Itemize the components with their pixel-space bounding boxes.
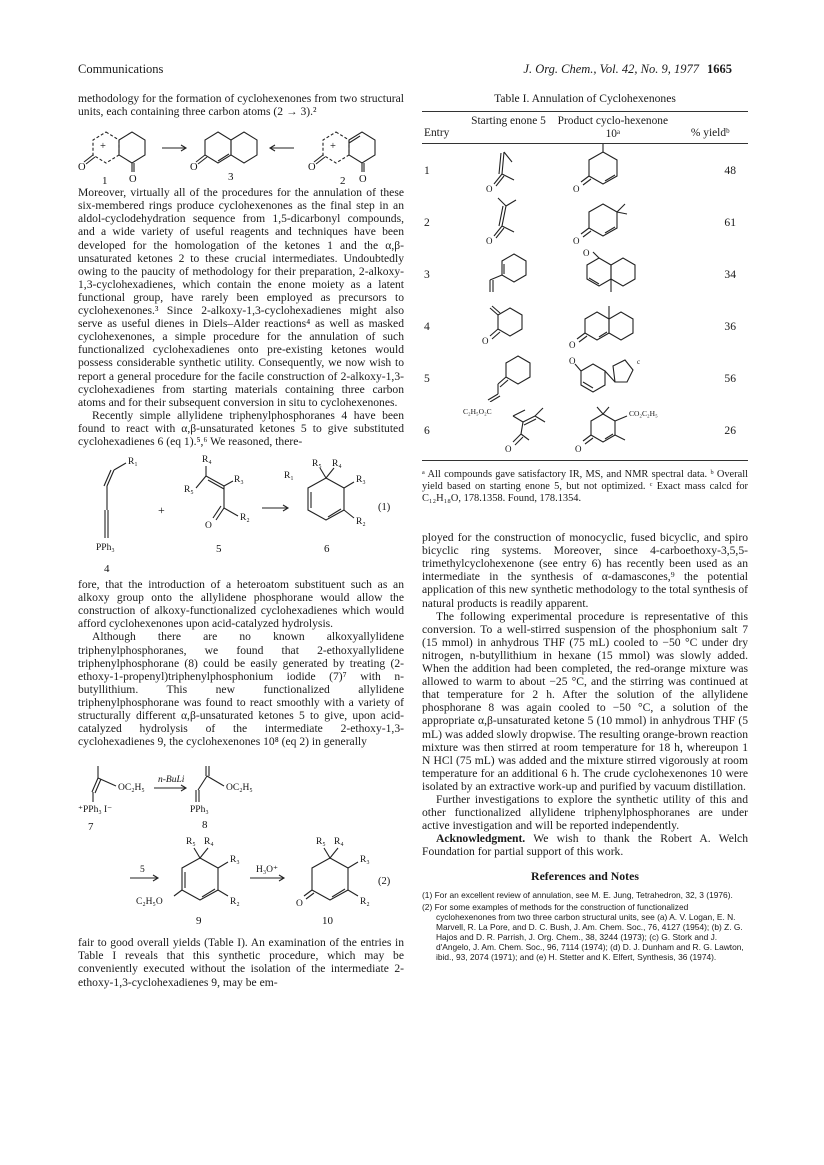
entry-number: 2 (424, 215, 430, 229)
r5-label: R₅ (312, 459, 322, 470)
r4-label: R₄ (332, 459, 342, 470)
paragraph: Moreover, virtually all of the procedures for the annulation of these six-membered rings produce cyclohexenones as the final step in an aldol-cyclodehydration sequence from 1,5-dicarbonyl compounds, and a wide variety of useful reagents and techniques have been developed for the homologation of the ketones 1 and the α,β-unsaturated ketones 2 to these crucial intermediates. Undoubtedly owing to the paucity of methodology for their preparation, 2-alkoxy-1,3-cyclohexadienes, which contain the enone moiety as a latent functional group, have rarely been employed as precursors to cyclohexenones.³ Since 2-alkoxy-1,3-cyclohexadienes might also serve as useful dienes in Diels–Alder reactions⁴ as well as masked cyclohexenones, a simple procedure for the annulation of such functionalized cyclohexadienes onto pre-existing ketones would possess considerable synthetic utility. Consequently, we now wish to report a general procedure for the facile construction of 2-alkoxy-1,3-cyclohexadienes from starting materials containing three carbon atoms and for their subsequent conversion in situ to cyclohexenones. (78, 186, 404, 409)
paragraph: fore, that the introduction of a heteroatom substituent such as an alkoxy group onto the allylidene phosphorane would allow the construction of alkoxy-functionalized cyclohexadienes which would afford cyclohexenones upon acid-catalyzed hydrolysis. (78, 578, 404, 631)
table-row (422, 352, 748, 404)
equation-1 (78, 448, 404, 578)
table-footnote: ᵃ All compounds gave satisfactory IR, MS, and NMR spectral data. ᵇ Overall yield based on starting enone 5, but not optimized. ᶜ Exact mass calcd for C₁₂H₁₈O, 178.1358. Found, 178.1354. (422, 460, 748, 505)
compound-number: 7 (88, 821, 94, 834)
reference-item: (1) For an excellent review of annulation, see M. E. Jung, Tetrahedron, 32, 3 (1976). (422, 889, 733, 900)
compound-number: 1 (102, 175, 108, 187)
cyclohexenone-structure (553, 144, 663, 194)
equation-2-scheme (78, 766, 404, 936)
running-head: Communications (78, 62, 164, 76)
oxygen-label: O (575, 443, 582, 454)
oxygen-label: O (485, 183, 493, 194)
oxygen-label: O (569, 339, 576, 350)
cyclohexenone-structure (553, 248, 663, 298)
compound-number: 9 (196, 915, 202, 928)
yield-value: 48 (724, 163, 736, 177)
compound-number: 3 (228, 171, 234, 184)
pph3-label: PPh₃ (190, 805, 209, 816)
r1-label: R₁ (128, 457, 138, 468)
r2-label: R₂ (240, 513, 250, 524)
footnote-marker: c (637, 357, 641, 366)
paragraph: The following experimental procedure is representative of this conversion. To a well-stirred suspension of the phosphonium salt 7 (15 mmol) in anhydrous THF (75 mL) cooled to −50 °C under dry nitrogen, n-butyllithium in hexane (15 mmol) was slowly added. When the addition had been completed, the red-orange mixture was allowed to warm to about −25 °C, and the stirring was continued at that temperature for 2 h. After the solution of the allylidene phosphorane 8 was again cooled to −50 °C, a solution of the appropriate α,β-unsaturated ketone 5 (10 mmol) in anhydrous THF (5 mL) was added slowly dropwise. The resulting orange-brown reaction mixture was then stirred at room temperature for 18 h, whereupon 1 N HCl (75 mL) was added and the mixture stirred vigorously at room temperature for an additional 6 h. The crude cyclohexenones 10 were isolated by an extractive work-up and purified by vacuum distillation. (422, 609, 748, 793)
column-header: Product cyclo-hexenone 10ᵃ (557, 115, 669, 140)
oxygen-label: O (573, 235, 580, 246)
compound-number: 8 (202, 819, 208, 832)
r4-label: R₄ (202, 455, 212, 466)
reference-item: (2) For some examples of methods for the construction of functionalized cyclohexenones from two three carbon structural units, see (a) A. V. Logan, E. N. Marvell, R. La Pore, and D. C. Bush, J. Am. Chem. Soc., 76, 4127 (1954); (b) Z. G. Hajos and D. R. Parrish, J. Org. Chem., 38, 3244 (1973); (c) G. Stork and J. d'Angelo, J. Am. Chem. Soc., 96, 7114 (1974); (d) D. J. Dunham and R. G. Lawton, ibid., 93, 2074 (1971); and (e) H. Stetter and K. Elfert, Synthesis, 36 (1974). (422, 901, 744, 962)
oxygen-label: O (78, 162, 86, 174)
compound-number: 4 (104, 563, 110, 576)
acknowledgment (422, 832, 748, 858)
enone-structure (464, 300, 544, 350)
reagent-label: H₃O⁺ (256, 865, 279, 876)
oxygen-label: O (359, 174, 367, 186)
pph3-label: PPh₃ (96, 543, 115, 554)
acknowledgment-heading: Acknowledgment. (436, 832, 526, 846)
oxygen-label: O (583, 247, 590, 258)
journal-citation (523, 62, 732, 77)
ethoxy-label: OC₂H₅ (118, 783, 145, 794)
oxygen-label: O (569, 355, 576, 366)
r5-label: R₅ (184, 485, 194, 496)
oxygen-label: O (505, 443, 512, 454)
r3-label: R₃ (360, 855, 370, 866)
r2-label: R₂ (360, 897, 370, 908)
yield-value: 61 (724, 215, 736, 229)
cyclohexenone-structure (553, 196, 663, 246)
enone-structure (464, 196, 544, 246)
plus-sign: + (100, 141, 106, 153)
ester-label: CO₂C₂H₅ (629, 408, 658, 418)
oxygen-label: O (129, 174, 137, 186)
yield-value: 36 (724, 319, 736, 333)
ethoxy-label: OC₂H₅ (226, 783, 253, 794)
column-header: Entry (424, 127, 450, 140)
right-column (422, 92, 748, 964)
paragraph: Further investigations to explore the synthetic utility of this and other functionalized allylidene triphenylphosphoranes are under active investigation and will be reported independently. (422, 792, 748, 833)
equation-1-scheme (78, 448, 404, 578)
oxygen-label: O (308, 162, 316, 174)
yield-value: 26 (724, 423, 736, 437)
acknowledgment-text: We wish to thank the Robert A. Welch Foundation for partial support of this work. (422, 832, 748, 859)
table-row (422, 300, 748, 352)
cyclohexenone-structure (553, 404, 673, 454)
cyclohexenone-structure (553, 352, 663, 402)
paragraph: fair to good overall yields (Table I). An examination of the entries in Table I reveals that this synthetic procedure, which may be conveniently executed without the isolation of the intermediate 2-ethoxy-1,3-cyclohexadienes 9, may be em- (78, 936, 404, 989)
oxygen-label: O (296, 899, 303, 910)
paragraph: Recently simple allylidene triphenylphosphoranes 4 have been found to react with α,β-unsaturated ketones 5 to give substituted cyclohexadienes 6 (eq 1).⁵,⁶ We reasoned, there- (78, 408, 404, 448)
r1-label: R₁ (284, 471, 294, 482)
equation-number: (1) (378, 502, 391, 514)
r3-label: R₃ (234, 475, 244, 486)
page-number: 1665 (707, 62, 732, 76)
paragraph: methodology for the formation of cyclohexenones from two structural units, each containing three carbon atoms (2 → 3).² (78, 92, 404, 119)
entry-number: 6 (424, 423, 430, 437)
enone-structure (464, 144, 544, 194)
enone-structure (463, 404, 553, 454)
references-title: References and Notes (531, 869, 639, 884)
r2-label: R₂ (356, 517, 366, 528)
column-header: % yieldᵇ (690, 127, 730, 140)
table-title: Table I. Annulation of Cyclohexenones (494, 92, 676, 105)
r2-label: R₂ (230, 897, 240, 908)
enone-structure (464, 352, 544, 402)
r3-label: R₃ (356, 475, 366, 486)
cyclohexenone-structure (553, 300, 663, 350)
entry-number: 4 (424, 319, 430, 333)
compound-number: 10 (322, 915, 333, 928)
compound-number: 2 (340, 175, 346, 187)
r4-label: R₄ (204, 837, 214, 848)
yield-value: 56 (724, 371, 736, 385)
paragraph: Although there are no known alkoxyallylidene triphenylphosphoranes, we found that 2-ethoxyallylidene triphenylphosphorane (8) could be easily generated by treating (2-ethoxy-1-propenyl)triphenylphosphonium iodide (7)⁷ with n-butyllithium. This new functionalized allylidene triphenylphosphorane was found to react smoothly with a variety of structurally different α,β-unsaturated ketones 5 to give, upon acid-catalyzed hydrolysis of the intermediate 2-ethoxy-1,3-cyclohexadienes 9, the cyclohexenones 10⁸ (eq 2) in generally (78, 630, 404, 749)
table-row (422, 144, 748, 196)
reagent-label: n-BuLi (158, 775, 185, 786)
equation-number: (2) (378, 876, 391, 888)
enone-structure (464, 248, 544, 298)
column-header: Starting enone 5 (471, 115, 546, 128)
table-1 (422, 92, 748, 505)
entry-number: 3 (424, 267, 430, 281)
paragraph: ployed for the construction of monocyclic, fused bicyclic, and spiro bicyclic ring systems. Moreover, since 4-carboethoxy-3,5,5-trimethylcyclohexenone (see entry 6) has recently been used as an intermediate in the synthesis of α-damascones,⁹ the potential application of this new synthetic methodology to the total synthesis of natural products is readily apparent. (422, 531, 748, 610)
entry-number: 1 (424, 163, 430, 177)
r4-label: R₄ (334, 837, 344, 848)
table-row (422, 196, 748, 248)
ethoxy-label: C₂H₅O (136, 897, 163, 908)
r3-label: R₃ (230, 855, 240, 866)
r5-label: R₅ (316, 837, 326, 848)
reagent-label: 5 (140, 865, 145, 876)
plus-sign: + (330, 141, 336, 153)
oxygen-label: O (481, 335, 489, 346)
ester-label: C₂H₅O₂C (463, 406, 492, 416)
oxygen-label: O (573, 183, 580, 194)
table-row (422, 248, 748, 300)
entry-number: 5 (424, 371, 430, 385)
left-column (78, 92, 404, 989)
scheme-annulation (78, 118, 404, 186)
phosphonium-iodide-label: ⁺PPh₃ I⁻ (78, 805, 113, 816)
compound-number: 5 (216, 543, 222, 556)
plus-sign: + (158, 503, 165, 518)
table-row (422, 404, 748, 456)
journal-name: J. Org. Chem., Vol. 42, No. 9, 1977 (523, 62, 699, 76)
oxygen-label: O (485, 235, 493, 246)
r5-label: R₅ (186, 837, 196, 848)
compound-number: 6 (324, 543, 330, 556)
oxygen-label: O (190, 162, 198, 174)
oxygen-label: O (205, 521, 212, 532)
yield-value: 34 (724, 267, 736, 281)
table-header-row (422, 112, 748, 144)
